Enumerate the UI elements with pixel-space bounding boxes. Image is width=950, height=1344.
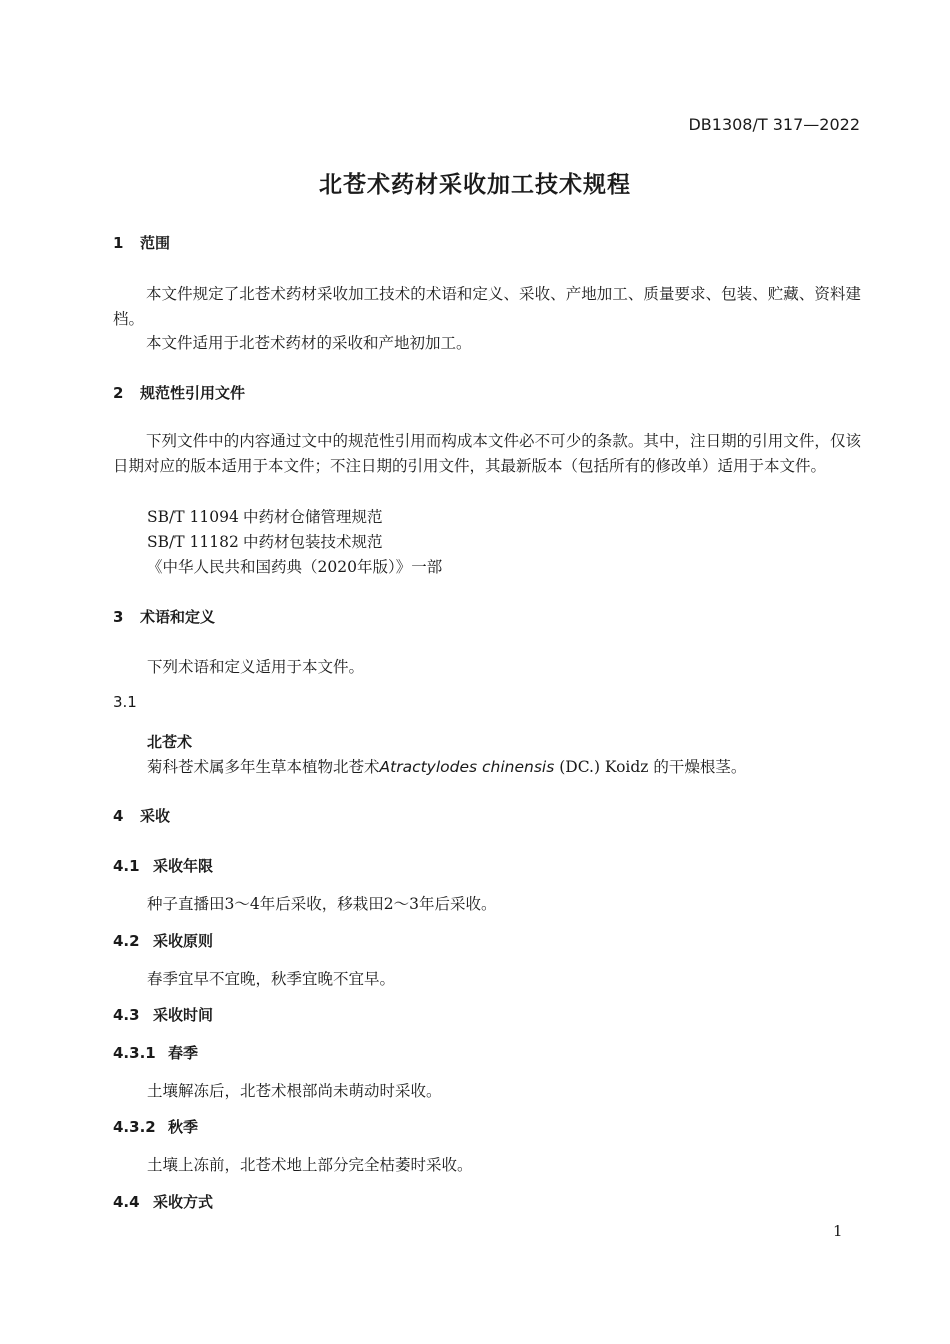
standard-code: DB1308/T 317—2022: [688, 115, 860, 134]
section-title: 范围: [140, 234, 171, 252]
page-number: 1: [833, 1222, 843, 1240]
reference-name: 中药材包装技术规范: [243, 533, 383, 551]
harvest-years-text: 种子直播田3～4年后采收，移栽田2～3年后采收。: [147, 895, 497, 913]
subsection-title: 采收年限: [153, 857, 214, 875]
term-name: 北苍术: [147, 733, 193, 751]
definition-text: 菊科苍术属多年生草本植物北苍术: [147, 758, 380, 776]
subsection-title: 秋季: [168, 1118, 199, 1136]
section-2-heading: [113, 382, 245, 403]
section-3-heading: [113, 606, 215, 627]
term-number: 3.1: [113, 693, 137, 711]
section-title: 规范性引用文件: [140, 384, 246, 402]
section-4-heading: [113, 805, 170, 826]
section-title: 术语和定义: [140, 608, 216, 626]
term-definition: [147, 755, 746, 777]
scope-paragraph-1: 本文件规定了北苍术药材采收加工技术的术语和定义、采收、产地加工、质量要求、包装、贮藏、资料建档。: [113, 285, 861, 328]
subsection-4-3-1-heading: [113, 1042, 198, 1063]
subsection-title: 采收时间: [153, 1006, 214, 1024]
subsection-title: 采收原则: [153, 932, 214, 950]
reference-code: SB/T 11094: [147, 508, 239, 526]
section-number: 4: [113, 807, 124, 825]
subsection-number: 4.4: [113, 1193, 140, 1211]
reference-item: 《中华人民共和国药典（2020年版）》一部: [147, 558, 443, 576]
reference-code: SB/T 11182: [147, 533, 239, 551]
subsection-number: 4.3.1: [113, 1044, 156, 1062]
section-number: 3: [113, 608, 124, 626]
autumn-harvest-text: 土壤上冻前，北苍术地上部分完全枯萎时采收。: [147, 1156, 473, 1174]
subsection-number: 4.3: [113, 1006, 140, 1024]
subsection-title: 采收方式: [153, 1193, 214, 1211]
subsection-title: 春季: [168, 1044, 199, 1062]
reference-item: [147, 530, 383, 552]
scope-paragraph-2: 本文件适用于北苍术药材的采收和产地初加工。: [146, 334, 472, 352]
subsection-number: 4.2: [113, 932, 140, 950]
reference-item: [147, 505, 383, 527]
spring-harvest-text: 土壤解冻后，北苍术根部尚未萌动时采收。: [147, 1082, 442, 1100]
terms-intro: 下列术语和定义适用于本文件。: [147, 658, 365, 676]
subsection-number: 4.3.2: [113, 1118, 156, 1136]
definition-text: (DC.) Koidz 的干燥根茎。: [554, 758, 747, 776]
document-title: 北苍术药材采收加工技术规程: [319, 172, 631, 198]
section-title: 采收: [140, 807, 171, 825]
harvest-principle-text: 春季宜早不宜晚，秋季宜晚不宜早。: [147, 970, 396, 988]
section-number: 2: [113, 384, 124, 402]
reference-name: 中药材仓储管理规范: [243, 508, 383, 526]
references-paragraph: 下列文件中的内容通过文中的规范性引用而构成本文件必不可少的条款。其中，注日期的引用文件，仅该日期对应的版本适用于本文件；不注日期的引用文件，其最新版本（包括所有的修改单）适用于本文件。: [113, 432, 861, 475]
section-1-heading: [113, 232, 170, 253]
latin-name: Atractylodes chinensis: [379, 758, 555, 776]
subsection-4-4-heading: [113, 1191, 213, 1212]
subsection-4-1-heading: [113, 855, 213, 876]
subsection-4-3-heading: [113, 1004, 213, 1025]
subsection-4-2-heading: [113, 930, 213, 951]
subsection-number: 4.1: [113, 857, 140, 875]
subsection-4-3-2-heading: [113, 1116, 198, 1137]
section-number: 1: [113, 234, 124, 252]
